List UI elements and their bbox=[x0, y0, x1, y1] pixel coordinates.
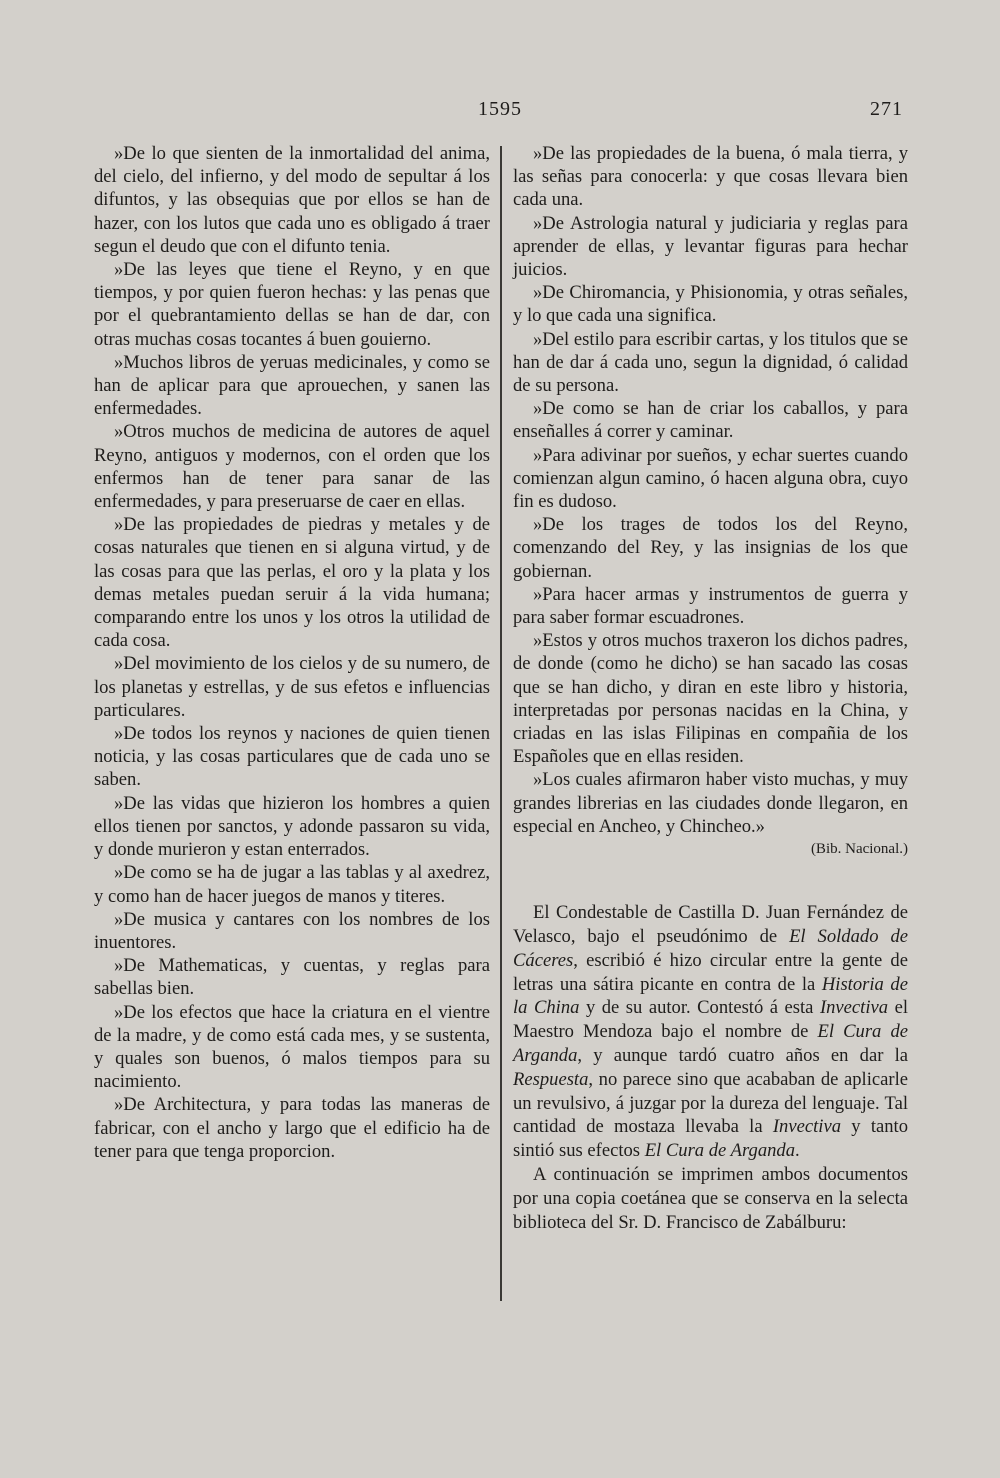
paragraph: »De todos los reynos y naciones de quien tienen noticia, y las cosas particulares que de cada uno se saben. bbox=[94, 723, 490, 791]
right-column bbox=[513, 142, 908, 1234]
paragraph: »De musica y cantares con los nombres de los inuentores. bbox=[94, 908, 490, 953]
paragraph: »De Architectura, y para todas las maneras de fabricar, con el ancho y largo que el edificio ha de tener para que tenga proporcion. bbox=[94, 1094, 490, 1162]
paragraph: »De los efectos que hace la criatura en el vientre de la madre, y de como está cada mes, y se sustenta, y quales son buenos, ó malos tiempos para su nacimiento. bbox=[94, 1001, 490, 1093]
commentary-section bbox=[513, 901, 908, 1234]
italic-title: El Soldado de Cáceres bbox=[513, 926, 908, 971]
paragraph: »Estos y otros muchos traxeron los dichos padres, de donde (como he dicho) se han sacado las cosas que se han dicho, y diran en este libro y historia, interpretadas por personas nacidas en la China, y criadas en las islas Filipinas en compañia de los Españoles que en ellas residen. bbox=[513, 630, 908, 768]
paragraph: »Para hacer armas y instrumentos de guerra y para saber formar escuadrones. bbox=[513, 583, 908, 629]
column-divider bbox=[500, 146, 502, 1301]
source-note: (Bib. Nacional.) bbox=[810, 841, 908, 858]
paragraph: »De las vidas que hizieron los hombres a quien ellos tienen por sanctos, y adonde passaron su vida, y donde murieron y estan enterrados. bbox=[94, 792, 490, 861]
paragraph: »Del movimiento de los cielos y de su numero, de los planetas y estrellas, y de sus efetos e influencias particulares. bbox=[94, 653, 490, 721]
paragraph: »De las propiedades de piedras y metales y de cosas naturales que tienen en si alguna virtud, y de las cosas para que las perlas, el oro y la plata y los demas metales puedan seruir á la vida humana; comparando entre los unos y los otros la utilidad de cada cosa. bbox=[94, 514, 490, 652]
text-run: y tanto sintió sus efectos bbox=[513, 1116, 908, 1162]
italic-title: Invectiva bbox=[819, 997, 889, 1019]
text-run: El Condestable de Castilla D. Juan Fernández de Velasco, bajo el pseudónimo de bbox=[513, 902, 908, 948]
text-run: y de su autor. Contestó á esta bbox=[579, 997, 820, 1019]
italic-title: Respuesta bbox=[513, 1068, 589, 1090]
commentary-paragraph: A continuación se imprimen ambos documentos por una copia coetánea que se conserva en la selecta biblioteca del Sr. D. Francisco de Zabálburu: bbox=[513, 1164, 908, 1233]
paragraph: »De como se ha de jugar a las tablas y al axedrez, y como han de hacer juegos de manos y titeres. bbox=[94, 862, 490, 907]
paragraph: »De lo que sienten de la inmortalidad del anima, del cielo, del infierno, y del modo de sepultar á los difuntos, y las obsequias que por ellos se han de hazer, con los lutos que cada uno es obligado á traer segun el deudo que con el difunto tenia. bbox=[94, 143, 490, 257]
paragraph: »De los trages de todos los del Reyno, comenzando del Rey, y las insignias de los que gobiernan. bbox=[513, 514, 908, 582]
italic-title: Historia de la China bbox=[513, 973, 908, 1019]
paragraph: »Otros muchos de medicina de autores de aquel Reyno, antiguos y modernos, con el orden que los enfermos han de tener para sanar de las enfermedades, y para preseruarse de caer en ellas. bbox=[94, 421, 490, 513]
paragraph: »De como se han de criar los caballos, y para enseñalles á correr y caminar. bbox=[513, 398, 908, 443]
paragraph: »De Chiromancia, y Phisionomia, y otras señales, y lo que cada una significa. bbox=[513, 282, 908, 327]
paragraph: »De Mathematicas, y cuentas, y reglas para sabellas bien. bbox=[94, 955, 490, 1000]
paragraph: »De Astrologia natural y judiciaria y reglas para aprender de ellas, y levantar figuras para hechar juicios. bbox=[513, 212, 908, 281]
header-year: 1595 bbox=[478, 98, 522, 120]
text-run: , no parece sino que acababan de aplicarle un revulsivo, á juzgar por la dureza del lenguaje. Tal cantidad de mostaza llevaba la bbox=[513, 1068, 908, 1138]
text-run: , escribió é hizo circular entre la gente de letras una sátira picante en contra de la bbox=[513, 949, 908, 995]
left-column bbox=[94, 142, 490, 1163]
running-header bbox=[0, 98, 1000, 128]
paragraph: »Los cuales afirmaron haber visto muchas, y muy grandes librerias en las ciudades donde llegaron, en especial en Ancheo, y Chincheo.» bbox=[513, 769, 908, 837]
italic-title: Invectiva bbox=[772, 1116, 841, 1138]
italic-title: El Cura de Arganda bbox=[513, 1021, 909, 1067]
text-run: el Maestro Mendoza bajo el nombre de bbox=[513, 997, 908, 1043]
paragraph: »Muchos libros de yeruas medicinales, y como se han de aplicar para que aprouechen, y sanen las enfermedades. bbox=[94, 351, 490, 420]
paragraph: »Para adivinar por sueños, y echar suertes cuando comienzan algun camino, ó hacen alguna obra, cuyo fin es dudoso. bbox=[513, 444, 908, 513]
page-number: 271 bbox=[870, 98, 903, 120]
paragraph: »De las propiedades de la buena, ó mala tierra, y las señas para conocerla: y que cosas llevara bien cada una. bbox=[513, 143, 908, 211]
paragraph: »Del estilo para escribir cartas, y los titulos que se han de dar á cada uno, segun la dignidad, ó calidad de su persona. bbox=[513, 328, 908, 397]
commentary-paragraph bbox=[513, 901, 908, 1163]
italic-title: El Cura de Arganda bbox=[644, 1140, 796, 1162]
paragraph: »De las leyes que tiene el Reyno, y en que tiempos, y por quien fueron hechas: y las penas que por el quebrantamiento dellas se han de dar, con otras muchas cosas tocantes á buen gouierno. bbox=[94, 259, 490, 350]
text-run: , y aunque tardó cuatro años en dar la bbox=[577, 1045, 908, 1067]
text-run: . bbox=[795, 1140, 800, 1162]
